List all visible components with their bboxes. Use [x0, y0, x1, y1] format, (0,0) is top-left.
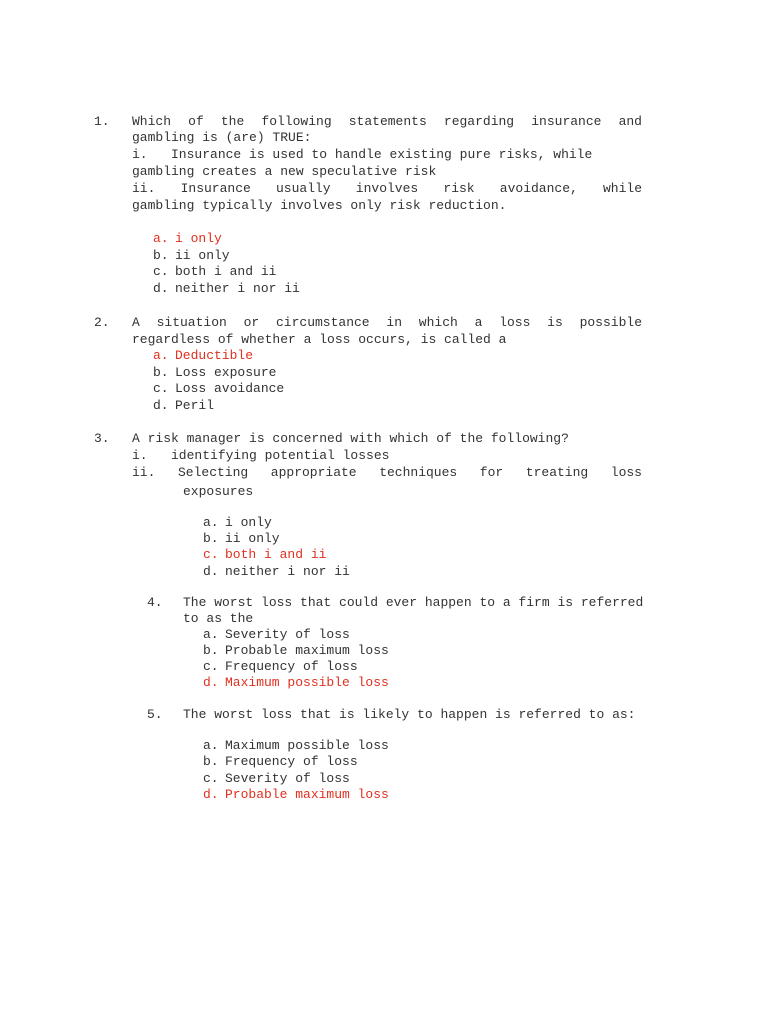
answer-option: d. neither i nor ii: [203, 564, 350, 579]
answer-option: b. ii only: [203, 531, 280, 546]
answer-option-correct: d. Maximum possible loss: [203, 675, 389, 690]
answer-option: b. ii only: [153, 248, 230, 263]
answer-option-correct: a. Deductible: [153, 348, 254, 363]
question-number: 5.: [147, 707, 163, 722]
question-stem-line: gambling typically involves only risk reduction.: [132, 198, 507, 213]
answer-option: c. both i and ii: [153, 264, 277, 279]
answer-option-correct: a. i only: [153, 231, 222, 246]
answer-option: c. Severity of loss: [203, 771, 350, 786]
question-stem-line: i. Insurance is used to handle existing pure risks, while: [132, 147, 593, 162]
question-stem-line: A situation or circumstance in which a loss is possible: [132, 315, 642, 330]
question-number: 3.: [94, 431, 110, 446]
question-stem-line: gambling is (are) TRUE:: [132, 130, 312, 145]
answer-option-correct: c. both i and ii: [203, 547, 327, 562]
answer-option: a. i only: [203, 515, 272, 530]
answer-option: a. Maximum possible loss: [203, 738, 389, 753]
answer-option-correct: d. Probable maximum loss: [203, 787, 389, 802]
question-stem-line: i. identifying potential losses: [132, 448, 390, 463]
question-number: 2.: [94, 315, 110, 330]
question-stem-line: The worst loss that could ever happen to a firm is referred: [183, 595, 644, 610]
answer-option: b. Frequency of loss: [203, 754, 358, 769]
question-stem-line: exposures: [183, 484, 254, 499]
answer-option: d. neither i nor ii: [153, 281, 300, 296]
answer-option: a. Severity of loss: [203, 627, 350, 642]
question-stem-line: to as the: [183, 611, 254, 626]
question-stem-line: Which of the following statements regarding insurance and: [132, 114, 642, 129]
question-stem-line: ii. Selecting appropriate techniques for treating loss: [132, 465, 642, 480]
question-number: 1.: [94, 114, 110, 129]
answer-option: d. Peril: [153, 398, 215, 413]
question-stem-line: A risk manager is concerned with which of the following?: [132, 431, 569, 446]
question-stem-line: The worst loss that is likely to happen is referred to as:: [183, 707, 636, 722]
question-stem-line: ii. Insurance usually involves risk avoidance, while: [132, 181, 642, 196]
answer-option: b. Probable maximum loss: [203, 643, 389, 658]
answer-option: b. Loss exposure: [153, 365, 277, 380]
answer-option: c. Frequency of loss: [203, 659, 358, 674]
question-number: 4.: [147, 595, 163, 610]
question-stem-line: regardless of whether a loss occurs, is called a: [132, 332, 507, 347]
question-stem-line: gambling creates a new speculative risk: [132, 164, 437, 179]
answer-option: c. Loss avoidance: [153, 381, 285, 396]
